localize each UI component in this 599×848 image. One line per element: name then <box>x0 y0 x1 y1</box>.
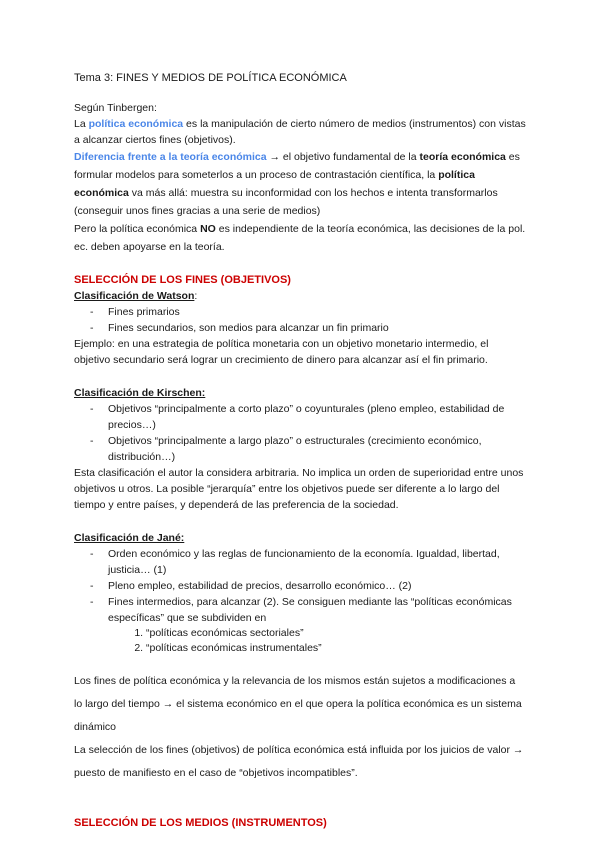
closing-paragraph-1: Los fines de política económica y la relevancia de los mismos están sujetos a modificaciones a lo largo del tiempo → el sistema económico en el que opera la política económica es un sistema dinámico <box>74 675 522 733</box>
kirschen-heading: Clasificación de Kirschen: <box>74 387 206 399</box>
list-item: - Fines intermedios, para alcanzar (2). Se consiguen mediante las “políticas económicas específicas” que se subdividen en <box>108 594 526 626</box>
def-post: es la manipulación de cierto número de medios (instrumentos) con vistas a alcanzar ciertos fines (objetivos). <box>74 118 526 146</box>
dif-b: es formular modelos para someterlos a un proceso de contrastación científica, la <box>74 151 520 181</box>
list-item: 1. “políticas económicas sectoriales” <box>146 626 526 641</box>
section-heading-fines: SELECCIÓN DE LOS FINES (OBJETIVOS) <box>74 274 291 286</box>
watson-colon: : <box>194 290 198 302</box>
document-body <box>74 71 526 831</box>
list-item: 2. “políticas económicas instrumentales” <box>146 641 526 656</box>
indep-bold-no: NO <box>200 223 216 235</box>
kirschen-list <box>74 401 526 465</box>
dif-c: va más allá: muestra su inconformidad con los hechos e intenta transformarlos (conseguir unos fines gracias a una serie de medios) <box>74 187 498 217</box>
section-heading-medios: SELECCIÓN DE LOS MEDIOS (INSTRUMENTOS) <box>74 817 327 829</box>
kirschen-note: Esta clasificación el autor la considera arbitraria. No implica un orden de superioridad entre unos objetivos u otros. La posible “jerarquía” entre los objetivos puede ser diferente a lo largo del tiempo y entre países, y dependerá de las preferencia de la sociedad. <box>74 467 524 511</box>
jane-heading: Clasificación de Jané: <box>74 532 185 544</box>
dif-bold-politica: política económica <box>74 169 475 199</box>
indep-a: Pero la política económica <box>74 223 201 235</box>
list-item: - Fines primarios <box>108 304 526 320</box>
term-diferencia: Diferencia frente a la teoría económica <box>74 151 267 163</box>
jane-list <box>74 546 526 626</box>
watson-heading-line <box>74 288 526 304</box>
list-item: - Objetivos “principalmente a corto plazo” o coyunturales (pleno empleo, estabilidad de precios…) <box>108 401 526 433</box>
list-item: - Objetivos “principalmente a largo plazo” o estructurales (crecimiento económico, distribución…) <box>108 433 526 465</box>
list-item: - Pleno empleo, estabilidad de precios, desarrollo económico… (2) <box>108 578 526 594</box>
intro-segun: Según Tinbergen: <box>74 102 157 114</box>
jane-sublist <box>74 626 526 656</box>
intro-definition <box>74 116 526 148</box>
list-item: - Fines secundarios, son medios para alcanzar un fin primario <box>108 320 526 336</box>
dif-bold-teoria: teoría económica <box>419 151 506 163</box>
def-pre: La <box>74 118 89 130</box>
closing-paragraph-2: La selección de los fines (objetivos) de política económica está influida por los juicios de valor → puesto de manifiesto en el caso de “objetivos incompatibles”. <box>74 744 524 779</box>
page-title: Tema 3: FINES Y MEDIOS DE POLÍTICA ECONÓMICA <box>74 72 347 84</box>
indep-b: es independiente de la teoría económica, las decisiones de la pol. ec. deben apoyarse en la teoría. <box>74 223 526 253</box>
dif-a: → el objetivo fundamental de la <box>266 151 420 163</box>
term-politica-economica: política económica <box>88 118 184 130</box>
list-item: - Orden económico y las reglas de funcionamiento de la economía. Igualdad, libertad, justicia… (1) <box>108 546 526 578</box>
intro-independence <box>74 220 526 256</box>
watson-list <box>74 304 526 336</box>
watson-heading: Clasificación de Watson <box>74 290 195 302</box>
intro-diferencia <box>74 148 526 220</box>
watson-example: Ejemplo: en una estrategia de política monetaria con un objetivo monetario intermedio, el objetivo secundario será lograr un crecimiento de dinero para alcanzar así el fin primario. <box>74 338 489 366</box>
